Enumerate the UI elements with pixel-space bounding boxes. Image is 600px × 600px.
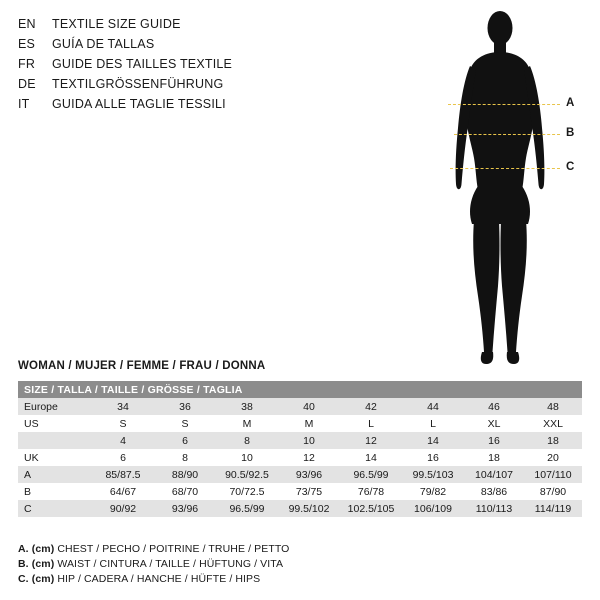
row-label: A [18, 466, 92, 483]
cell-value: 10 [278, 432, 340, 449]
cell-value: 36 [154, 398, 216, 415]
cell-value: 14 [340, 449, 402, 466]
cell-value: S [92, 415, 154, 432]
cell-value: 76/78 [340, 483, 402, 500]
cell-value: 73/75 [278, 483, 340, 500]
measure-line-a [448, 104, 560, 105]
cell-value: 10 [216, 449, 278, 466]
cell-value: 6 [92, 449, 154, 466]
cell-value: 114/119 [524, 500, 582, 517]
section-caption: WOMAN / MUJER / FEMME / FRAU / DONNA [18, 360, 266, 372]
cell-value: 40 [278, 398, 340, 415]
language-code: FR [18, 57, 36, 71]
cell-value: 20 [524, 449, 582, 466]
cell-value: 96.5/99 [216, 500, 278, 517]
language-row [18, 94, 438, 114]
table-row [18, 483, 582, 500]
cell-value: 93/96 [154, 500, 216, 517]
legend-item [18, 542, 518, 557]
legend-key: B. (cm) [18, 558, 55, 570]
cell-value: 18 [524, 432, 582, 449]
legend-item [18, 557, 518, 572]
cell-value: 8 [216, 432, 278, 449]
cell-value: 99.5/102 [278, 500, 340, 517]
cell-value: 93/96 [278, 466, 340, 483]
cell-value: 88/90 [154, 466, 216, 483]
cell-value: XL [464, 415, 524, 432]
language-row [18, 34, 438, 54]
cell-value: L [402, 415, 464, 432]
cell-value: M [216, 415, 278, 432]
cell-value: 104/107 [464, 466, 524, 483]
cell-value: 8 [154, 449, 216, 466]
cell-value: 12 [278, 449, 340, 466]
table-row [18, 432, 582, 449]
measure-label-a: A [566, 97, 575, 109]
language-row [18, 74, 438, 94]
cell-value: 106/109 [402, 500, 464, 517]
cell-value: 64/67 [92, 483, 154, 500]
cell-value: 38 [216, 398, 278, 415]
row-label: B [18, 483, 92, 500]
female-silhouette-icon [440, 8, 560, 368]
language-row [18, 54, 438, 74]
row-label [18, 432, 92, 449]
cell-value: 107/110 [524, 466, 582, 483]
language-text: GUÍA DE TALLAS [52, 37, 155, 51]
table-row [18, 415, 582, 432]
cell-value: 70/72.5 [216, 483, 278, 500]
body-figure [430, 8, 590, 368]
size-table [18, 381, 582, 517]
language-text: TEXTILE SIZE GUIDE [52, 17, 181, 31]
table-title: SIZE / TALLA / TAILLE / GRÖSSE / TAGLIA [18, 381, 582, 398]
measure-label-c: C [566, 161, 575, 173]
cell-value: 96.5/99 [340, 466, 402, 483]
cell-value: 16 [402, 449, 464, 466]
language-list [18, 14, 438, 114]
cell-value: 16 [464, 432, 524, 449]
cell-value: 90.5/92.5 [216, 466, 278, 483]
cell-value: L [340, 415, 402, 432]
measure-label-b: B [566, 127, 575, 139]
cell-value: 99.5/103 [402, 466, 464, 483]
table-row [18, 466, 582, 483]
measure-line-c [450, 168, 560, 169]
language-code: IT [18, 97, 30, 111]
measurement-legend [18, 542, 518, 587]
cell-value: 6 [154, 432, 216, 449]
legend-item [18, 572, 518, 587]
row-label: US [18, 415, 92, 432]
language-code: DE [18, 77, 36, 91]
cell-value: XXL [524, 415, 582, 432]
cell-value: 18 [464, 449, 524, 466]
cell-value: 14 [402, 432, 464, 449]
language-text: GUIDE DES TAILLES TEXTILE [52, 57, 233, 71]
language-code: ES [18, 37, 36, 51]
language-text: GUIDA ALLE TAGLIE TESSILI [52, 97, 226, 111]
row-label: C [18, 500, 92, 517]
language-code: EN [18, 17, 36, 31]
cell-value: 12 [340, 432, 402, 449]
cell-value: 79/82 [402, 483, 464, 500]
table-row [18, 398, 582, 415]
cell-value: 87/90 [524, 483, 582, 500]
cell-value: 48 [524, 398, 582, 415]
legend-key: A. (cm) [18, 543, 55, 555]
cell-value: 46 [464, 398, 524, 415]
row-label: Europe [18, 398, 92, 415]
cell-value: 90/92 [92, 500, 154, 517]
cell-value: 34 [92, 398, 154, 415]
cell-value: M [278, 415, 340, 432]
table-row [18, 500, 582, 517]
cell-value: 4 [92, 432, 154, 449]
legend-key: C. (cm) [18, 573, 55, 585]
measure-line-b [454, 134, 560, 135]
legend-text: HIP / CADERA / HANCHE / HÜFTE / HIPS [57, 573, 261, 585]
cell-value: 44 [402, 398, 464, 415]
row-label: UK [18, 449, 92, 466]
table-header-row [18, 381, 582, 398]
cell-value: 83/86 [464, 483, 524, 500]
legend-text: WAIST / CINTURA / TAILLE / HÜFTUNG / VITA [57, 558, 284, 570]
legend-text: CHEST / PECHO / POITRINE / TRUHE / PETTO [57, 543, 290, 555]
cell-value: 102.5/105 [340, 500, 402, 517]
language-row [18, 14, 438, 34]
cell-value: S [154, 415, 216, 432]
cell-value: 85/87.5 [92, 466, 154, 483]
table-row [18, 449, 582, 466]
cell-value: 42 [340, 398, 402, 415]
language-text: TEXTILGRÖSSENFÜHRUNG [52, 77, 224, 91]
cell-value: 68/70 [154, 483, 216, 500]
cell-value: 110/113 [464, 500, 524, 517]
